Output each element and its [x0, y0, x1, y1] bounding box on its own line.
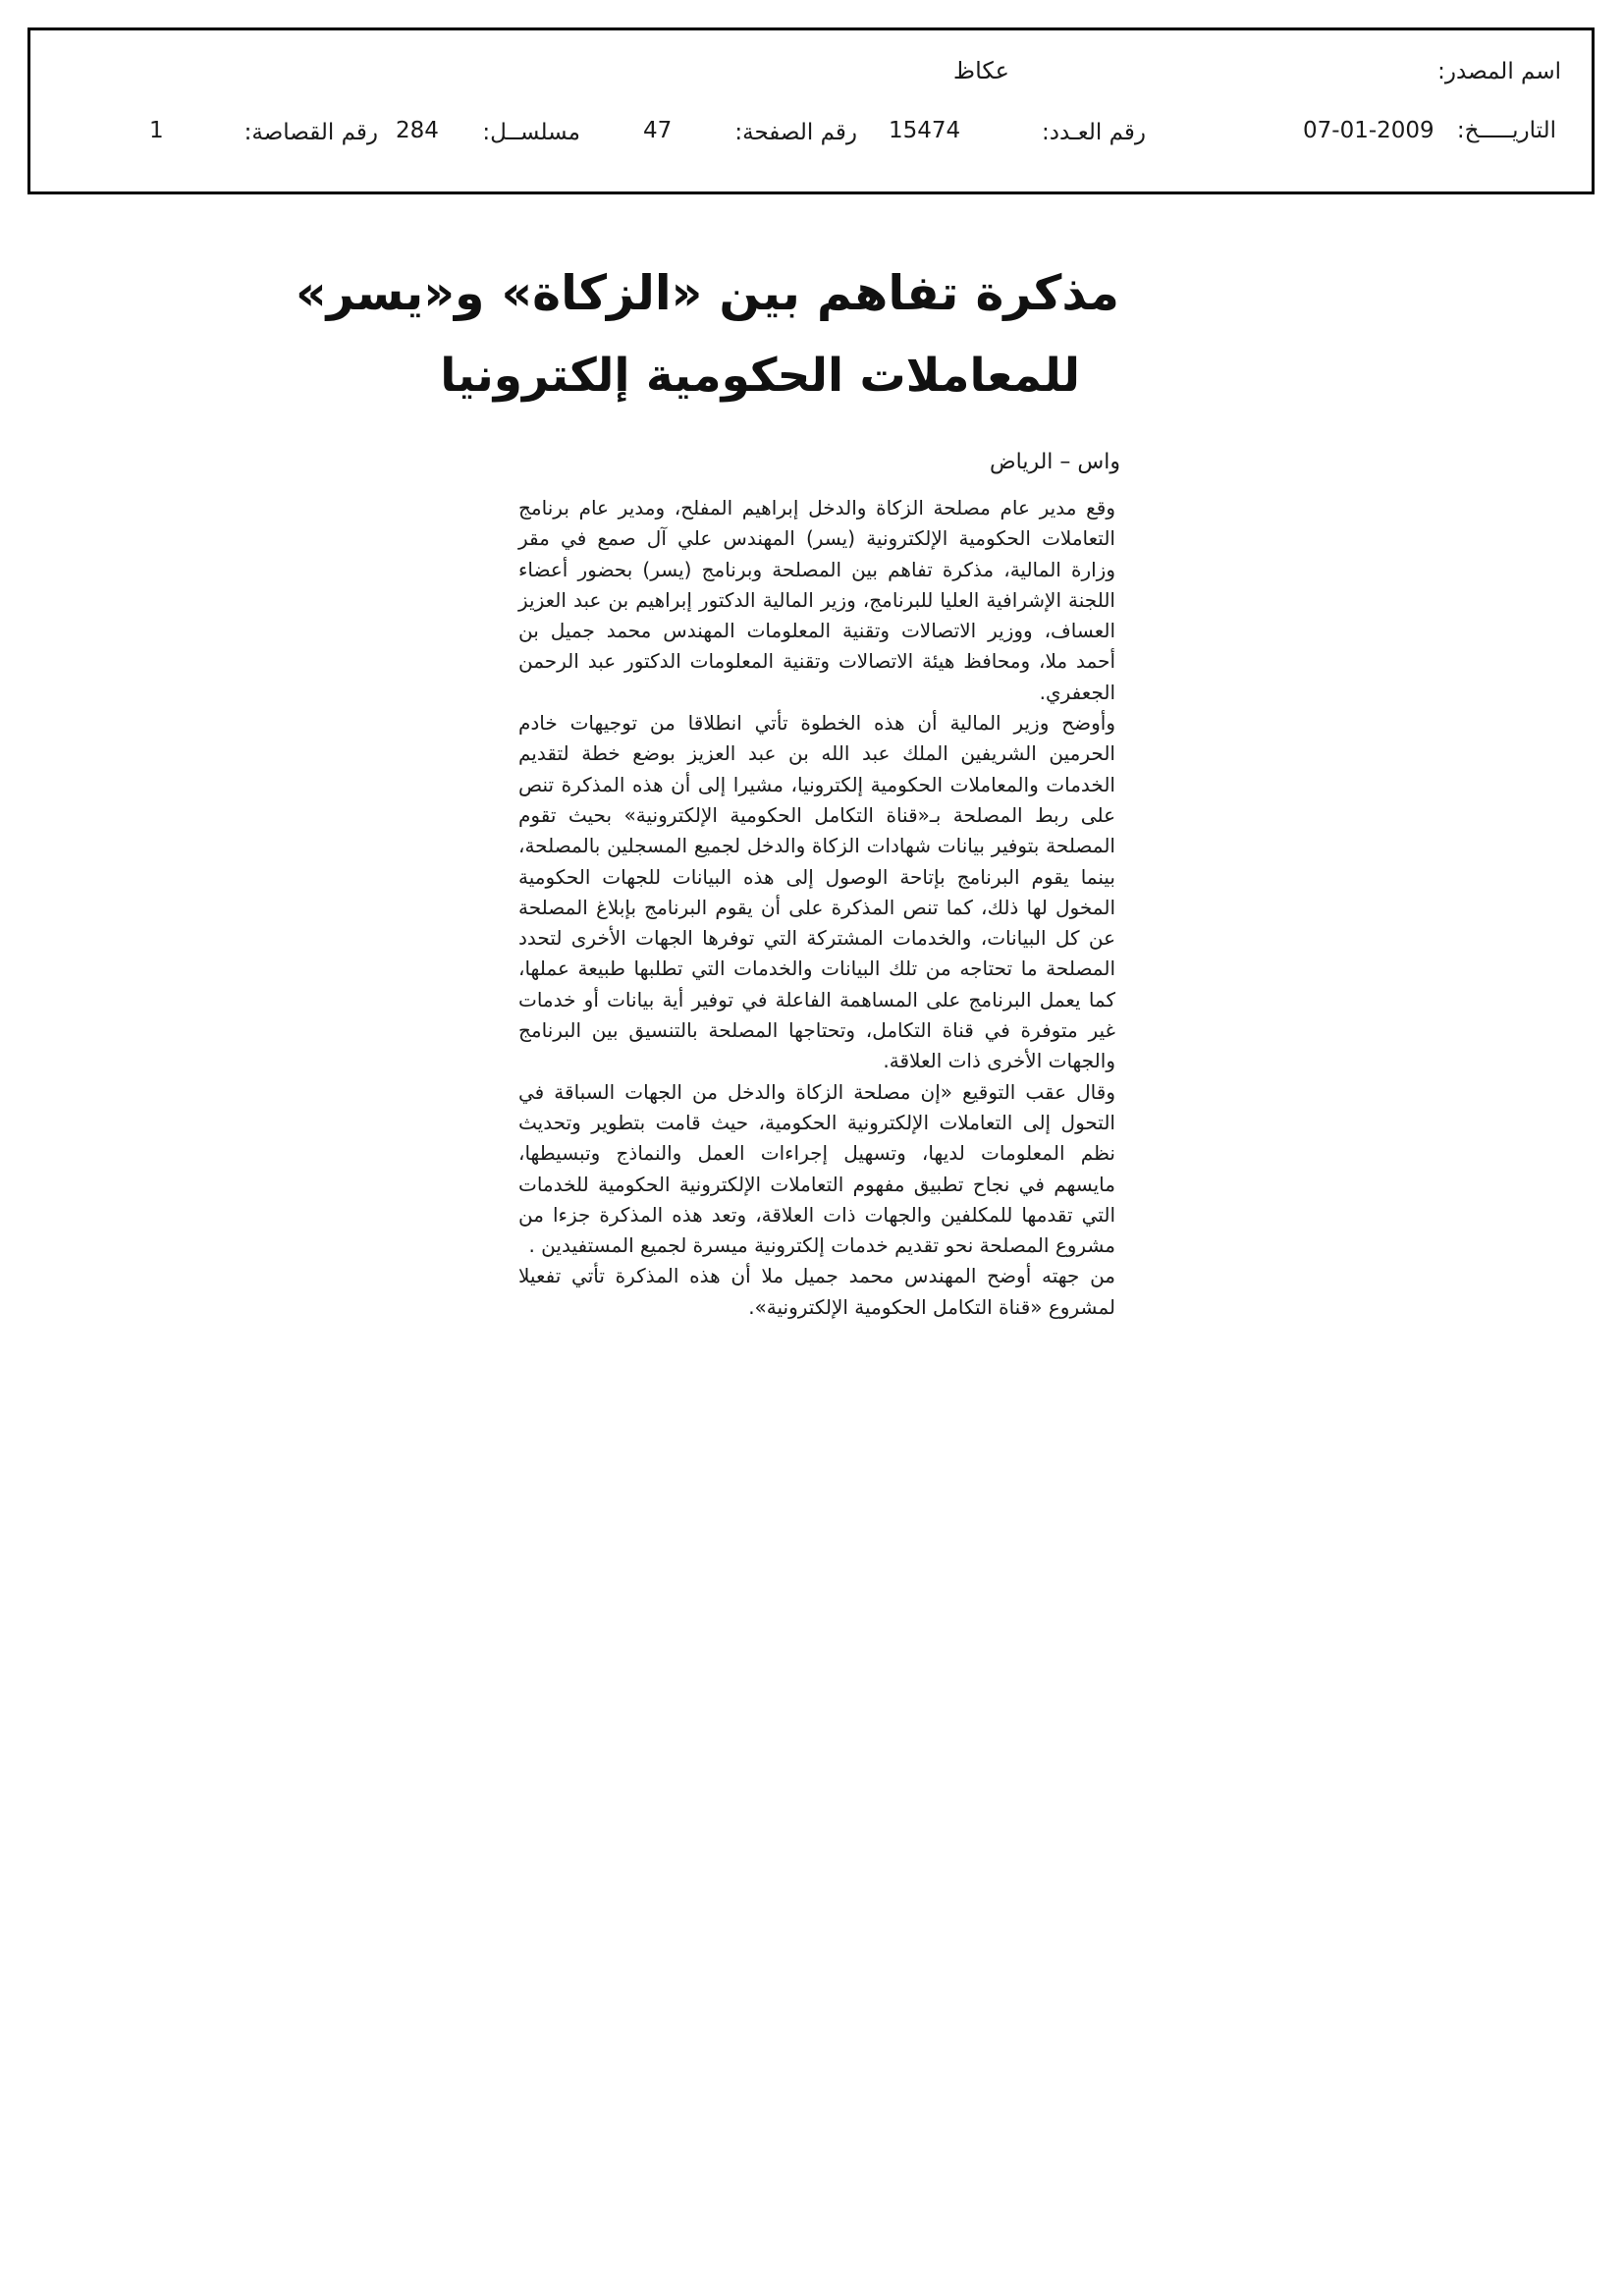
byline: واس – الرياض	[990, 450, 1120, 474]
clipping-header-box	[27, 27, 1595, 194]
page-label: رقم الصفحة:	[734, 120, 857, 145]
serial-label: مسلســل:	[482, 120, 580, 145]
serial-value: 284	[396, 118, 439, 143]
headline-line-2: للمعاملات الحكومية إلكترونيا	[440, 349, 1080, 403]
issue-label: رقم العـدد:	[1041, 120, 1146, 145]
clipping-label: رقم القصاصة:	[243, 120, 378, 145]
date-value: 07-01-2009	[1303, 118, 1434, 143]
source-label: اسم المصدر:	[1437, 59, 1561, 84]
page-value: 47	[643, 118, 673, 143]
source-value: عكاظ	[952, 57, 1009, 84]
date-label: التاريـــــخ:	[1456, 118, 1556, 143]
clipping-value: 1	[149, 118, 164, 143]
article-paragraph: وأوضح وزير المالية أن هذه الخطوة تأتي انطلاقا من توجيهات خادم الحرمين الشريفين الملك عبد الله بن عبد العزيز بوضع خطة لتقديم الخدمات والمعاملات الحكومية إلكترونيا، مشيرا إلى أن هذه المذكرة تنص على ربط المصلحة بـ«قناة التكامل الحكومية الإلكترونية» بحيث تقوم المصلحة بتوفير بيانات شهادات الزكاة والدخل لجميع المسجلين بالمصلحة، بينما يقوم البرنامج بإتاحة الوصول إلى هذه البيانات للجهات الحكومية المخول لها ذلك، كما تنص المذكرة على أن يقوم البرنامج بإبلاغ المصلحة عن كل البيانات، والخدمات المشتركة التي توفرها الجهات الأخرى لتحدد المصلحة ما تحتاجه من تلك البيانات والخدمات التي تطلبها طبيعة عملها، كما يعمل البرنامج على المساهمة الفاعلة في توفير أية بيانات أو خدمات غير متوفرة في قناة التكامل، وتحتاجها المصلحة بالتنسيق بين البرنامج والجهات الأخرى ذات العلاقة.	[518, 711, 1115, 1073]
article-paragraph: وقع مدير عام مصلحة الزكاة والدخل إبراهيم المفلح، ومدير عام برنامج التعاملات الحكومية الإلكترونية (يسر) المهندس علي آل صمع في مقر وزارة المالية، مذكرة تفاهم بين المصلحة وبرنامج (يسر) بحضور أعضاء اللجنة الإشرافية العليا للبرنامج، وزير المالية الدكتور إبراهيم بن عبد العزيز العساف، ووزير الاتصالات وتقنية المعلومات المهندس محمد جميل بن أحمد ملا، ومحافظ هيئة الاتصالات وتقنية المعلومات الدكتور عبد الرحمن الجعفري.	[518, 496, 1115, 704]
article-paragraph: وقال عقب التوقيع «إن مصلحة الزكاة والدخل من الجهات السباقة في التحول إلى التعاملات الإلكترونية الحكومية، حيث قامت بتطوير وتحديث نظم المعلومات لديها، وتسهيل إجراءات العمل والنماذج وتبسيطها، مايسهم في نجاح تطبيق مفهوم التعاملات الإلكترونية الحكومية للخدمات التي تقدمها للمكلفين والجهات ذات العلاقة، وتعد هذه المذكرة جزءا من مشروع المصلحة نحو تقديم خدمات إلكترونية ميسرة لجميع المستفيدين .	[518, 1079, 1115, 1258]
headline-line-1: مذكرة تفاهم بين «الزكاة» و«يسر»	[295, 265, 1119, 321]
article-body	[518, 493, 1115, 1323]
article-paragraph: من جهته أوضح المهندس محمد جميل ملا أن هذه المذكرة تأتي تفعيلا لمشروع «قناة التكامل الحكومية الإلكترونية».	[518, 1264, 1115, 1319]
issue-value: 15474	[889, 118, 961, 143]
